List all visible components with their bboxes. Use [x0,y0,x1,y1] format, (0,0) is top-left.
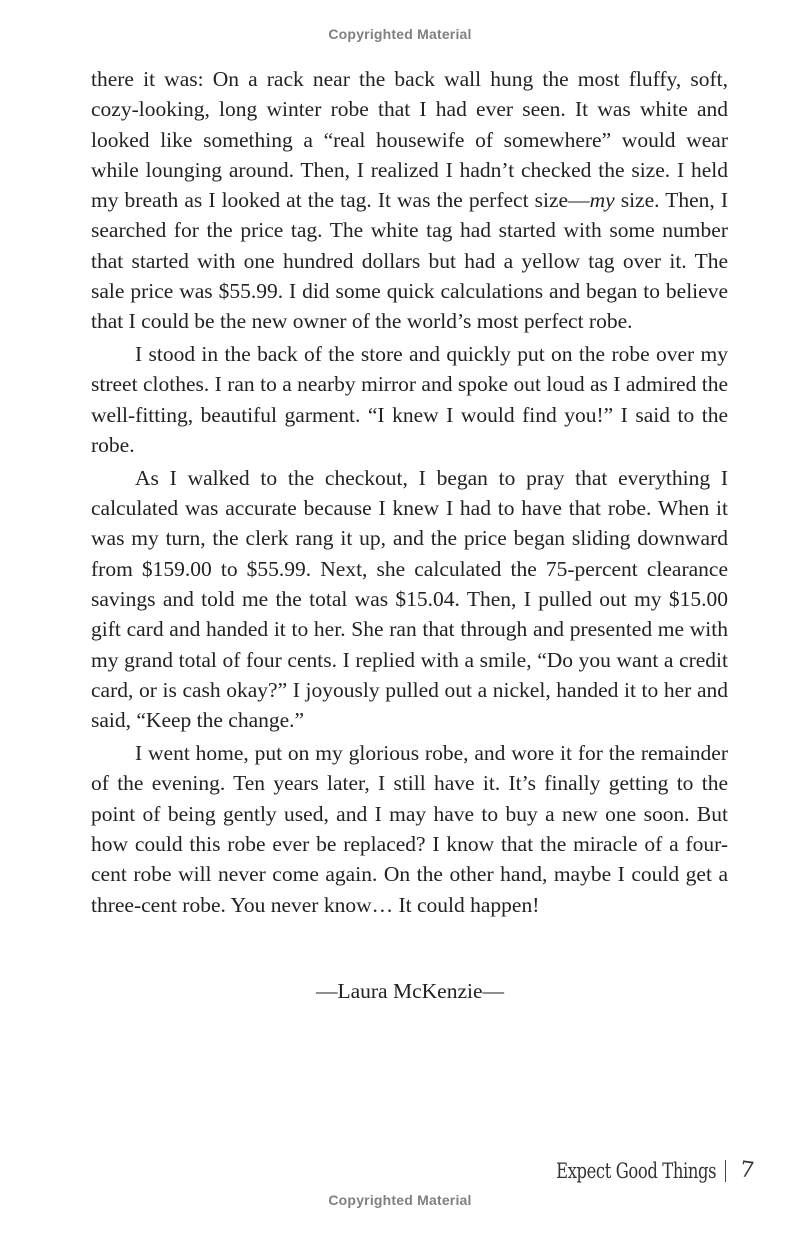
watermark-top: Copyrighted Material [328,26,472,42]
watermark-bottom: Copyrighted Material [328,1192,472,1208]
footer-divider [725,1160,727,1182]
paragraph-1-emphasis: my [589,188,615,213]
page-number: 7 [738,1157,756,1184]
paragraph-1-part-a: there it was: On a rack near the back wall hung the most fluffy, soft, cozy-looking, long winter robe that I had ever seen. It was white and looked like something a “real housewife of somewhere” would wear while lounging around. Then, I realized I hadn’t checked the size. I held my breath as I looked at the tag. It was the perfect size— [91,67,728,213]
paragraph-1-part-b: size. Then, I searched for the price tag. The white tag had started with some number that started with one hundred dollars but had a yellow tag over it. The sale price was $55.99. I did some quick calculations and began to believe that I could be the new owner of the world’s most perfect robe. [91,188,728,334]
paragraph-1 [91,64,728,337]
paragraph-2: I stood in the back of the store and quickly put on the robe over my street clothes. I ran to a nearby mirror and spoke out loud as I admired the well-fitting, beautiful garment. “I knew I would find you!” I said to the robe. [91,342,728,458]
page-footer [511,1158,754,1183]
paragraph-3: As I walked to the checkout, I began to pray that everything I calculated was accurate because I knew I had to have that robe. When it was my turn, the clerk rang it up, and the price began sliding downward from $159.00 to $55.99. Next, she calculated the 75-percent clearance savings and told me the total was $15.04. Then, I pulled out my $15.00 gift card and handed it to her. She ran that through and presented me with my grand total of four cents. I replied with a smile, “Do you want a credit card, or is cash okay?” I joyously pulled out a nickel, handed it to her and said, “Keep the change.” [91,465,728,733]
running-footer-title: Expect Good Things [556,1158,717,1183]
paragraph-4: I went home, put on my glorious robe, and wore it for the remainder of the evening. Ten years later, I still have it. It’s finally getting to the point of being gently used, and I may have to buy a new one soon. But how could this robe ever be replaced? I know that the miracle of a four-cent robe will never come again. On the other hand, maybe I could get a three-cent robe. You never know… It could happen! [91,741,728,917]
author-signature: —Laura McKenzie— [315,979,505,1003]
story-text [91,64,728,922]
